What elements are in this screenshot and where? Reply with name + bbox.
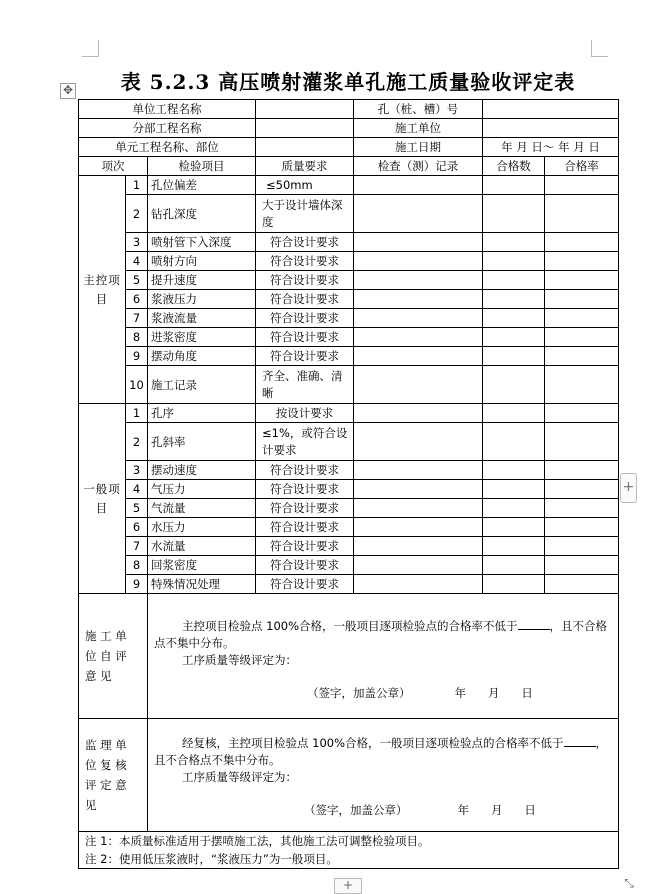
construction-unit-value[interactable] <box>483 119 619 138</box>
construction-unit-label: 施工单位 <box>354 119 483 138</box>
count-cell[interactable] <box>483 309 545 328</box>
quality-req: 符合设计要求 <box>256 290 354 309</box>
count-cell[interactable] <box>483 499 545 518</box>
header-pass-rate: 合格率 <box>545 157 619 176</box>
quality-req: ≤1%，或符合设计要求 <box>256 423 354 461</box>
quality-req: 符合设计要求 <box>256 328 354 347</box>
hole-no-label: 孔（桩、槽）号 <box>354 100 483 119</box>
item-no: 6 <box>126 290 148 309</box>
general-group-label: 一般项目 <box>79 404 126 594</box>
quality-req: 符合设计要求 <box>256 233 354 252</box>
count-cell[interactable] <box>483 347 545 366</box>
count-cell[interactable] <box>483 537 545 556</box>
record-cell[interactable] <box>354 233 483 252</box>
count-cell[interactable] <box>483 328 545 347</box>
count-cell[interactable] <box>483 575 545 594</box>
item-no: 9 <box>126 575 148 594</box>
rate-cell[interactable] <box>545 252 619 271</box>
item-no: 5 <box>126 271 148 290</box>
header-quality-req: 质量要求 <box>256 157 354 176</box>
count-cell[interactable] <box>483 233 545 252</box>
quality-req: 按设计要求 <box>256 404 354 423</box>
item-no: 8 <box>126 556 148 575</box>
construction-date-value[interactable]: 年 月 日～ 年 月 日 <box>483 138 619 157</box>
record-cell[interactable] <box>354 347 483 366</box>
supervisor-eval-grade: 工序质量等级评定为： <box>182 770 297 784</box>
record-cell[interactable] <box>354 328 483 347</box>
check-item: 孔位偏差 <box>148 176 256 195</box>
count-cell[interactable] <box>483 423 545 461</box>
item-no: 4 <box>126 252 148 271</box>
item-no: 4 <box>126 480 148 499</box>
sub-project-name-value[interactable] <box>256 119 354 138</box>
item-no: 10 <box>126 366 148 404</box>
header-qualified-count: 合格数 <box>483 157 545 176</box>
item-no: 3 <box>126 461 148 480</box>
self-eval-sign: （签字，加盖公章） <box>307 686 411 700</box>
rate-cell[interactable] <box>545 347 619 366</box>
count-cell[interactable] <box>483 404 545 423</box>
rate-cell[interactable] <box>545 537 619 556</box>
item-no: 1 <box>126 404 148 423</box>
record-cell[interactable] <box>354 537 483 556</box>
self-eval-rate-blank[interactable] <box>518 619 550 630</box>
unit-project-name-value[interactable] <box>256 100 354 119</box>
supervisor-eval-date: 年 月 日 <box>457 803 536 817</box>
count-cell[interactable] <box>483 556 545 575</box>
quality-req: 符合设计要求 <box>256 518 354 537</box>
element-project-name-value[interactable] <box>256 138 354 157</box>
rate-cell[interactable] <box>545 499 619 518</box>
quality-req: 符合设计要求 <box>256 499 354 518</box>
check-item: 钻孔深度 <box>148 195 256 233</box>
check-item: 浆液压力 <box>148 290 256 309</box>
check-item: 水流量 <box>148 537 256 556</box>
rate-cell[interactable] <box>545 328 619 347</box>
quality-req: 齐全、准确、清晰 <box>256 366 354 404</box>
add-row-plus-icon[interactable]: + <box>334 878 362 894</box>
construction-date-label: 施工日期 <box>354 138 483 157</box>
check-item: 气压力 <box>148 480 256 499</box>
count-cell[interactable] <box>483 271 545 290</box>
quality-req: 符合设计要求 <box>256 575 354 594</box>
check-item: 气流量 <box>148 499 256 518</box>
item-no: 2 <box>126 423 148 461</box>
supervisor-eval-text-a: 经复核，主控项目检验点 100%合格，一般项目逐项检验点的合格率不低于 <box>182 736 564 750</box>
rate-cell[interactable] <box>545 480 619 499</box>
table-resize-icon[interactable]: ⤡ <box>624 876 634 890</box>
table-move-icon[interactable]: ✥ <box>60 83 76 99</box>
check-item: 喷射方向 <box>148 252 256 271</box>
count-cell[interactable] <box>483 480 545 499</box>
record-cell[interactable] <box>354 176 483 195</box>
item-no: 6 <box>126 518 148 537</box>
page-corner-mark-right <box>591 40 608 57</box>
record-cell[interactable] <box>354 252 483 271</box>
record-cell[interactable] <box>354 366 483 404</box>
unit-project-name-label: 单位工程名称 <box>79 100 256 119</box>
record-cell[interactable] <box>354 309 483 328</box>
quality-req: 符合设计要求 <box>256 461 354 480</box>
item-no: 1 <box>126 176 148 195</box>
self-eval-grade: 工序质量等级评定为： <box>182 653 297 667</box>
count-cell[interactable] <box>483 290 545 309</box>
rate-cell[interactable] <box>545 271 619 290</box>
rate-cell[interactable] <box>545 290 619 309</box>
check-item: 浆液流量 <box>148 309 256 328</box>
rate-cell[interactable] <box>545 461 619 480</box>
self-eval-opinion[interactable] <box>148 594 619 719</box>
record-cell[interactable] <box>354 290 483 309</box>
hole-no-value[interactable] <box>483 100 619 119</box>
sub-project-name-label: 分部工程名称 <box>79 119 256 138</box>
count-cell[interactable] <box>483 252 545 271</box>
supervisor-eval-opinion[interactable] <box>148 719 619 832</box>
check-item: 摆动角度 <box>148 347 256 366</box>
item-no: 9 <box>126 347 148 366</box>
item-no: 7 <box>126 537 148 556</box>
check-item: 特殊情况处理 <box>148 575 256 594</box>
record-cell[interactable] <box>354 556 483 575</box>
check-item: 孔序 <box>148 404 256 423</box>
evaluation-table <box>78 99 619 869</box>
rate-cell[interactable] <box>545 404 619 423</box>
supervisor-eval-text-b: ，且不合格点不集中分布。 <box>154 736 608 767</box>
count-cell[interactable] <box>483 518 545 537</box>
record-cell[interactable] <box>354 575 483 594</box>
quality-req: 大于设计墙体深度 <box>256 195 354 233</box>
record-cell[interactable] <box>354 499 483 518</box>
supervisor-eval-rate-blank[interactable] <box>564 736 596 747</box>
page-corner-mark-left <box>82 40 99 57</box>
quality-req: 符合设计要求 <box>256 480 354 499</box>
record-cell[interactable] <box>354 480 483 499</box>
item-no: 3 <box>126 233 148 252</box>
self-eval-text-a: 主控项目检验点 100%合格，一般项目逐项检验点的合格率不低于 <box>182 619 518 633</box>
quality-req: 符合设计要求 <box>256 271 354 290</box>
rate-cell[interactable] <box>545 176 619 195</box>
self-eval-text-b: ，且不合格点不集中分布。 <box>154 619 608 650</box>
quality-req: 符合设计要求 <box>256 252 354 271</box>
rate-cell[interactable] <box>545 195 619 233</box>
element-project-name-label: 单元工程名称、部位 <box>79 138 256 157</box>
record-cell[interactable] <box>354 195 483 233</box>
rate-cell[interactable] <box>545 423 619 461</box>
self-eval-date: 年 月 日 <box>454 686 533 700</box>
count-cell[interactable] <box>483 176 545 195</box>
rate-cell[interactable] <box>545 233 619 252</box>
supervisor-eval-label: 监 理 单 位 复 核 评 定 意 见 <box>79 719 148 832</box>
check-item: 孔斜率 <box>148 423 256 461</box>
page-title: 表 5.2.3 高压喷射灌浆单孔施工质量验收评定表 <box>120 70 576 94</box>
rate-cell[interactable] <box>545 575 619 594</box>
count-cell[interactable] <box>483 195 545 233</box>
header-inspection-record: 检查（测）记录 <box>354 157 483 176</box>
quality-req: 符合设计要求 <box>256 537 354 556</box>
item-no: 2 <box>126 195 148 233</box>
check-item: 回浆密度 <box>148 556 256 575</box>
quality-req: 符合设计要求 <box>256 556 354 575</box>
record-cell[interactable] <box>354 271 483 290</box>
supervisor-eval-sign: （签字，加盖公章） <box>304 803 408 817</box>
quality-req: ≤50mm <box>256 176 354 195</box>
quality-req: 符合设计要求 <box>256 309 354 328</box>
check-item: 摆动速度 <box>148 461 256 480</box>
check-item: 水压力 <box>148 518 256 537</box>
rate-cell[interactable] <box>545 366 619 404</box>
record-cell[interactable] <box>354 404 483 423</box>
record-cell[interactable] <box>354 461 483 480</box>
rate-cell[interactable] <box>545 518 619 537</box>
header-check-item: 检验项目 <box>148 157 256 176</box>
item-no: 5 <box>126 499 148 518</box>
record-cell[interactable] <box>354 423 483 461</box>
main-group-label: 主控项目 <box>79 176 126 404</box>
count-cell[interactable] <box>483 461 545 480</box>
check-item: 施工记录 <box>148 366 256 404</box>
item-no: 8 <box>126 328 148 347</box>
header-item-no: 项次 <box>79 157 148 176</box>
add-column-plus-icon[interactable]: + <box>620 473 637 503</box>
rate-cell[interactable] <box>545 556 619 575</box>
note-2: 注 2：使用低压浆液时，“浆液压力”为一般项目。 <box>79 850 619 869</box>
self-eval-label: 施 工 单 位 自 评 意 见 <box>79 594 148 719</box>
note-1: 注 1：本质量标准适用于摆喷施工法，其他施工法可调整检验项目。 <box>79 832 619 851</box>
check-item: 喷射管下入深度 <box>148 233 256 252</box>
check-item: 提升速度 <box>148 271 256 290</box>
item-no: 7 <box>126 309 148 328</box>
check-item: 进浆密度 <box>148 328 256 347</box>
record-cell[interactable] <box>354 518 483 537</box>
quality-req: 符合设计要求 <box>256 347 354 366</box>
count-cell[interactable] <box>483 366 545 404</box>
rate-cell[interactable] <box>545 309 619 328</box>
